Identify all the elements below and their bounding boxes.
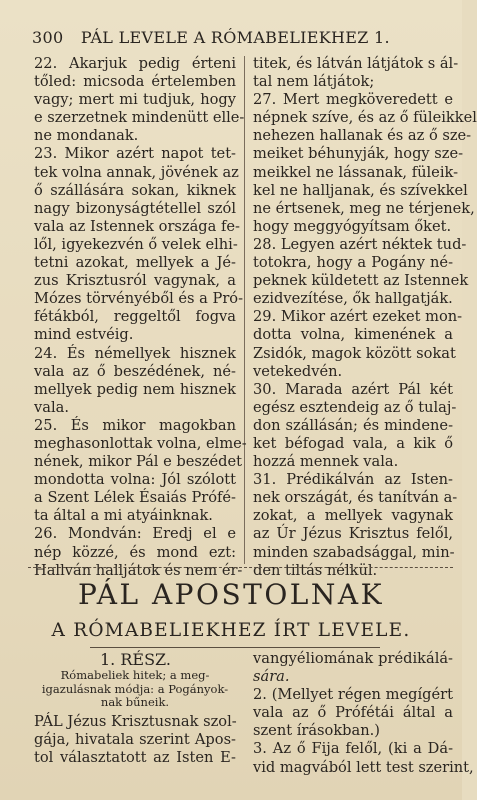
text-line: nehezen hallanak és az ő sze- [253,127,472,145]
text-line: ne értsenek, meg ne térjenek, [253,199,475,217]
text-line: zokat, a mellyek vagynak [253,507,453,525]
text-line: mellyek pedig nem hisznek [34,380,236,398]
text-line: lől, igyekezvén ő velek elhi- [34,235,238,253]
text-line: vala az ő Prófétái által a [253,704,453,722]
text-line: nek országát, és tanítván a- [253,489,458,507]
chapter-summary [34,669,236,710]
text-line: e szerzetnek mindenütt elle- [34,109,245,127]
text-line: peknek küldetett az Istennek [253,272,469,290]
text-line: meiket béhunyják, hogy sze- [253,145,464,163]
text-line: 26. Mondván: Eredj el e [34,525,236,543]
text-line: minden szabadsággal, min- [253,543,455,561]
text-line: a Szent Lélek Ésaiás Prófé- [34,489,236,507]
text-line: totokra, hogy a Pogány né- [253,254,453,272]
text-line: ta által a mi atyáinknak. [34,507,213,525]
column-divider [244,56,245,564]
text-line: nének, mikor Pál e beszédet [34,453,243,471]
section-rule [28,567,453,568]
text-line: vala az Istennek országa fe- [34,217,240,235]
text-line: PÁL Jézus Krisztusnak szol- [34,713,237,730]
text-line: 30. Marada azért Pál két [253,380,453,398]
text-line: 23. Mikor azért napot tet- [34,145,236,163]
text-line: vala. [34,398,69,416]
text-line: szent írásokban.) [253,722,380,740]
text-line: 25. És mikor magokban [34,416,236,434]
text-line: 24. És némellyek hisznek [34,344,236,362]
text-line: 27. Mert megköveredett e [253,91,453,109]
text-line: vala az ő beszédének, né- [34,362,236,380]
summary-line: igazulásnak módja: a Pogányok- [41,681,229,696]
text-line: dotta volna, kimenének a [253,326,453,344]
text-line: ezidvezítése, ők hallgatják. [253,290,453,308]
text-line: tetni azokat, mellyek a Jé- [34,254,236,272]
text-line: Zsidók, magok között sokat [253,344,456,362]
book-title: PÁL APOSTOLNAK [77,578,385,611]
text-line: gája, hivatala szerint Apos- [34,731,236,749]
text-line: vetekedvén. [253,362,343,380]
text-line: meghasonlottak volna, elme- [34,434,247,452]
text-line: sára. [253,668,290,686]
bottom-left-column [34,713,236,767]
text-line: tal nem látjátok; [253,73,375,91]
text-line: tőled: micsoda értelemben [34,73,236,91]
page-number: 300 [32,28,64,47]
left-column [34,55,247,580]
running-header [32,28,452,52]
text-line: tek volna annak, jövének az [34,163,239,181]
text-line: 22. Akarjuk pedig érteni [34,55,236,72]
text-line: titek, és látván látjátok s ál- [253,55,459,72]
right-column [253,55,477,580]
text-line: 28. Legyen azért néktek tud- [253,235,467,253]
text-line: mondotta volna: Jól szólott [34,471,236,489]
bottom-right-column [253,650,474,777]
text-line: vagy; mert mi tudjuk, hogy [34,91,236,109]
text-line: ne mondanak. [34,127,139,145]
text-line: den tiltás nélkül. [253,561,378,579]
text-line: zus Krisztusról vagynak, a [34,272,236,290]
text-line: Mózes törvényéből és a Pró- [34,290,244,308]
text-line: 3. Az ő Fija felől, (ki a Dá- [253,740,453,758]
text-line: vid magvából lett test szerint, [253,758,474,776]
text-line: 29. Mikor azért ezeket mon- [253,308,463,326]
text-line: don szállásán; és mindene- [253,416,453,434]
book-subtitle: A RÓMABELIEKHEZ ÍRT LEVELE. [51,620,411,641]
text-line: Hallván halljátok és nem ér- [34,561,243,579]
subtitle-rule [90,647,380,648]
text-line: népnek szíve, és az ő füleikkel [253,109,477,127]
text-line: meikkel ne lássanak, füleik- [253,163,459,181]
text-line: az Úr Jézus Krisztus felől, [253,525,453,543]
running-title: PÁL LEVELE A RÓMABELIEKHEZ 1. [80,28,390,47]
text-line: nagy bizonyságtétellel szól [34,199,236,217]
chapter-heading: 1. RÉSZ. [100,650,171,669]
text-line: fétákból, reggeltől fogva [34,308,236,326]
text-line: ő szállására sokan, kiknek [34,181,236,199]
text-line: egész esztendeig az ő tulaj- [253,398,457,416]
summary-line: Rómabeliek hitek; a meg- [60,668,210,682]
text-line: tol választatott az Isten E- [34,749,236,767]
text-line: mind estvéig. [34,326,134,344]
text-line: hogy meggyógyítsam őket. [253,217,452,235]
text-line: ket béfogad vala, a kik ő [253,434,453,452]
text-line: 31. Prédikálván az Isten- [253,471,453,489]
text-line: kel ne halljanak, és szívekkel [253,181,468,199]
text-line: 2. (Mellyet régen megígért [253,686,453,704]
summary-line: nak bűneik. [100,695,170,710]
text-line: vangyéliomának prédikálá- [253,650,453,667]
text-line: nép közzé, és mond ezt: [34,543,236,561]
text-line: hozzá mennek vala. [253,453,399,471]
